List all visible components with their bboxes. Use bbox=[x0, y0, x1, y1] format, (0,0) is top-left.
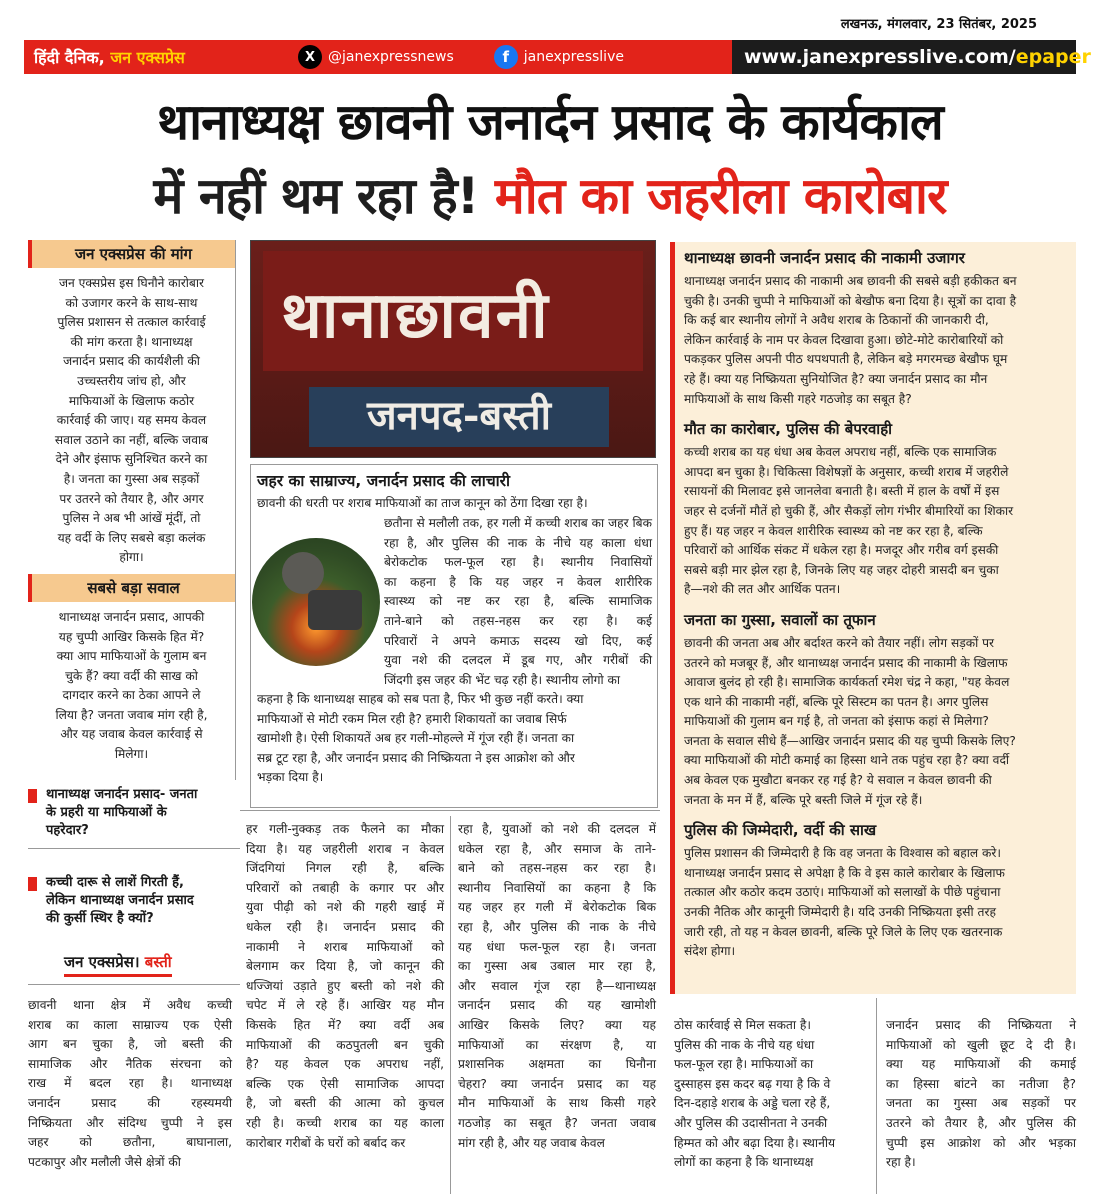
headline-line2-red: मौत का जहरीला कारोबार bbox=[494, 167, 947, 225]
text-line: खामोशी है। ऐसी शिकायतें अब हर गली-मोहल्ले में गूंज रही हैं। जनता का bbox=[257, 731, 575, 746]
text-line: की कुर्सी स्थिर है क्यों? bbox=[46, 911, 154, 926]
x-handle-label: @janexpressnews bbox=[328, 49, 454, 65]
facebook-handle-link[interactable] bbox=[494, 45, 624, 69]
text-line: यह धंधा फल-फूल रहा है। जनता bbox=[458, 939, 656, 954]
headline-line2-black: में नहीं थम रहा है! bbox=[153, 167, 479, 225]
text-line: रहे हैं। क्या यह निष्क्रियता सुनियोजित है? क्या जनार्दन प्रसाद का मौन bbox=[684, 371, 988, 386]
middle-article-heading: जहर का साम्राज्य, जनार्दन प्रसाद की लाचारी bbox=[257, 472, 511, 490]
main-headline-line2 bbox=[24, 160, 1076, 228]
right-section-body bbox=[684, 634, 1070, 810]
text-line: रहा है, युवाओं को नशे की दलदल में bbox=[458, 822, 656, 836]
text-line: आवाज बुलंद हो रही है। सामाजिक कार्यकर्ता रमेश चंद्र ने कहा, "यह केवल bbox=[684, 675, 1010, 690]
text-line: का हिस्सा बांटने का नतीजा है? bbox=[886, 1076, 1076, 1091]
text-line: दिन-दहाड़े शराब के अड्डे चला रहे हैं, bbox=[674, 1096, 831, 1111]
text-line: शराब का काला साम्राज्य एक ऐसी bbox=[28, 1017, 232, 1032]
text-line: माफियाओं के खिलाफ कठोर bbox=[68, 393, 195, 408]
text-line: पटकापुर और मलौली जैसे क्षेत्रों की bbox=[28, 1154, 181, 1169]
box-question-body bbox=[28, 608, 235, 765]
right-section-heading: जनता का गुस्सा, सवालों का तूफान bbox=[684, 610, 876, 629]
divider bbox=[240, 810, 660, 811]
text-line: छावनी की जनता अब और बर्दाश्त करने को तैयार नहीं। लोग सड़कों पर bbox=[684, 635, 995, 650]
signboard-text: थानाछावनी bbox=[281, 278, 550, 353]
text-line: पकड़कर पुलिस अपनी पीठ थपथपाती है, लेकिन बड़े मगरमच्छ बेखौफ घूम bbox=[684, 352, 1008, 367]
text-line: एक थाने की नाकामी नहीं, बल्कि पूरे सिस्टम का पतन है। अगर पुलिस bbox=[684, 694, 989, 709]
signboard-subplate bbox=[309, 387, 609, 447]
right-panel-content bbox=[684, 248, 1070, 962]
brand-location: बस्ती bbox=[144, 953, 172, 971]
text-line: बेलगाम कर दिया है, जो कानून की bbox=[246, 959, 444, 974]
text-line: आपदा बन चुका है। चिकित्सा विशेषज्ञों के अनुसार, कच्ची शराब में जहरीले bbox=[684, 464, 1009, 479]
text-line: जनार्दन प्रसाद की कार्यशैली की bbox=[63, 354, 200, 369]
text-line: राख में बदल रहा है। थानाध्यक्ष bbox=[28, 1076, 232, 1091]
middle-article-wrap bbox=[384, 514, 652, 690]
text-line: सबसे बड़ी मार झेल रहा है, जिनके लिए यह जहर दोहरी त्रासदी बन चुका bbox=[684, 562, 999, 577]
text-line: माफियाओं को खुली छूट दे दी है। bbox=[886, 1037, 1076, 1052]
text-line: जहर से दर्जनों मौतें हो चुकी हैं, और सैकड़ों लोग गंभीर बीमारियों का शिकार bbox=[684, 503, 1014, 518]
paper-sub-label: जन एक्सप्रेस bbox=[110, 48, 185, 67]
text-line: माफियाओं का संरक्षण है, या bbox=[458, 1037, 656, 1052]
text-line: लोगों का कहना है कि थानाध्यक्ष bbox=[674, 1155, 814, 1170]
text-line: माफियाओं की कठपुतली बन चुकी bbox=[246, 1037, 444, 1052]
text-line: माफियाओं की गुलाम बन गई है, तो जनता को इंसाफ कहां से मिलेगा? bbox=[684, 714, 989, 729]
text-line: देने और इंसाफ सुनिश्चित करने का bbox=[55, 452, 208, 467]
text-line: गठजोड़ का सबूत है? जनता जवाब bbox=[458, 1115, 656, 1130]
text-line: युवा नशे की दलदल में डूब गए, और गरीबों की bbox=[384, 653, 652, 668]
text-line: किसके हित में? क्या वर्दी अब bbox=[246, 1017, 444, 1032]
text-line: चुप्पी इस आक्रोश को और भड़का bbox=[886, 1135, 1076, 1150]
pull-quote-2 bbox=[28, 874, 240, 928]
text-line: परिवारों को आर्थिक संकट में धकेल रहा है। मजदूर और गरीब वर्ग इसकी bbox=[684, 543, 999, 558]
pull-quote-1 bbox=[28, 786, 240, 849]
bottom-col-4 bbox=[674, 1016, 870, 1173]
text-line: रसायनों की मिलावट इसे जानलेवा बनाती है। बस्ती में हाल के वर्षों में इस bbox=[684, 484, 1000, 499]
text-line: जनता के मन में हैं, बल्कि पूरे बस्ती जिले में गूंज रहे हैं। bbox=[684, 792, 923, 807]
text-line: दिया है। यह जहरीली शराब न केवल bbox=[246, 841, 444, 856]
text-line: छतौना से मलौली तक, हर गली में कच्ची शराब का जहर बिक bbox=[384, 516, 652, 530]
pull-quote-text bbox=[28, 874, 240, 928]
signboard-subtext: जनपद-बस्ती bbox=[366, 392, 551, 439]
text-line: पुलिस प्रशासन की जिम्मेदारी है कि वह जनता के विश्वास को बहाल करे। bbox=[684, 846, 1001, 861]
text-line: बेरोकटोक फल-फूल रहा है। स्थानीय निवासियों bbox=[384, 555, 652, 570]
text-line: अब केवल एक मुखौटा बनकर रह गई है? ये सवाल न केवल छावनी की bbox=[684, 773, 992, 788]
text-line: दुस्साहस इस कदर बढ़ गया है कि वे bbox=[674, 1076, 831, 1091]
text-line: यह चुप्पी आखिर किसके हित में? bbox=[58, 629, 205, 644]
text-line: ठोस कार्रवाई से मिल सकता है। bbox=[674, 1018, 812, 1032]
text-line: चेहरा? क्या जनार्दन प्रसाद का यह bbox=[458, 1076, 656, 1091]
text-line: धकेल रहा है, और समाज के ताने- bbox=[458, 841, 656, 856]
text-line: है, जो बस्ती की आत्मा को कुचल bbox=[246, 1096, 444, 1111]
text-line: फल-फूल रहा है। माफियाओं का bbox=[674, 1057, 814, 1072]
text-line: यह वर्दी के लिए सबसे बड़ा कलंक bbox=[57, 530, 206, 545]
text-line: पुलिस प्रशासन से तत्काल कार्रवाई bbox=[57, 315, 206, 330]
text-line: धकेल रही है। जनार्दन प्रसाद की bbox=[246, 919, 444, 934]
bottom-col-2 bbox=[246, 820, 444, 1153]
right-section-heading: मौत का कारोबार, पुलिस की बेपरवाही bbox=[684, 420, 893, 439]
text-line: जिंदगी इस जहर की भेंट चढ़ रही है। स्थानीय लोगो का bbox=[384, 672, 621, 687]
box-heading-question: सबसे बड़ा सवाल bbox=[28, 574, 235, 602]
text-line: हर गली-नुक्कड़ तक फैलने का मौका bbox=[246, 822, 444, 836]
box-heading-demand: जन एक्सप्रेस की मांग bbox=[28, 240, 235, 268]
drum-shape bbox=[308, 590, 362, 630]
text-line: चुकी है। उनकी चुप्पी ने माफियाओं को बेखौफ बना दिया है। सूत्रों का दावा है bbox=[684, 293, 1017, 308]
text-line: मिलेगा। bbox=[114, 747, 149, 762]
text-line: छावनी थाना क्षेत्र में अवैध कच्ची bbox=[28, 998, 232, 1012]
facebook-logo-icon: f bbox=[494, 45, 518, 69]
text-line: के प्रहरी या माफियाओं के bbox=[46, 805, 167, 820]
left-sidebar bbox=[28, 240, 236, 780]
red-bullet-icon bbox=[28, 877, 37, 891]
text-line: कारोबार गरीबों के घरों को बर्बाद कर bbox=[246, 1135, 406, 1150]
text-line: दागदार करने का ठेका आपने ले bbox=[62, 688, 201, 703]
bottom-col-5 bbox=[886, 1016, 1076, 1173]
text-line: पहरेदार? bbox=[46, 823, 89, 838]
text-line: चपेट में ले रहे हैं। आखिर यह मौन bbox=[246, 998, 444, 1013]
pot-shape bbox=[282, 552, 324, 594]
text-line: क्या माफियाओं की मोटी कमाई का हिस्सा थाने तक पहुंच रहा है? क्या वर्दी bbox=[684, 753, 1010, 768]
text-line: पुलिस की नाक के नीचे यह धंधा bbox=[674, 1037, 815, 1052]
right-section-body bbox=[684, 844, 1070, 962]
right-section-body bbox=[684, 272, 1070, 409]
text-line: का कहना है कि यह जहर न केवल शारीरिक bbox=[384, 574, 652, 589]
right-section-heading: थानाध्यक्ष छावनी जनार्दन प्रसाद की नाकामी उजागर bbox=[684, 249, 965, 267]
text-line: कच्ची दारू से लाशें गिरती हैं, bbox=[46, 875, 184, 890]
text-line: पुलिस ने अब भी आंखें मूंदीं, तो bbox=[62, 511, 201, 526]
text-line: उतरने को तैयार है, और पुलिस की bbox=[886, 1115, 1076, 1130]
text-line: लेकिन थानाध्यक्ष जनार्दन प्रसाद bbox=[46, 893, 194, 908]
text-line: कच्ची शराब का यह धंधा अब केवल अपराध नहीं, बल्कि एक सामाजिक bbox=[684, 445, 997, 460]
text-line: उतरने को मजबूर हैं, और थानाध्यक्ष जनार्दन प्रसाद की नाकामी के खिलाफ bbox=[684, 655, 1008, 670]
text-line: रही है। कच्ची शराब का यह काला bbox=[246, 1115, 444, 1130]
text-line: जारी रही, तो यह न केवल छावनी, बल्कि पूरे जिले के लिए एक खतरनाक bbox=[684, 924, 1003, 939]
text-line: बल्कि एक ऐसी सामाजिक आपदा bbox=[246, 1076, 444, 1091]
text-line: क्या यह माफियाओं की कमाई bbox=[886, 1057, 1076, 1072]
dateline: लखनऊ, मंगलवार, 23 सितंबर, 2025 bbox=[840, 17, 1037, 32]
column-divider bbox=[876, 998, 877, 1194]
text-line: है—नशे की लत और आर्थिक पतन। bbox=[684, 582, 841, 597]
text-line: थानाध्यक्ष जनार्दन प्रसाद- जनता bbox=[46, 787, 198, 802]
text-line: यह जहर हर गली में बेरोकटोक बिक bbox=[458, 900, 656, 915]
text-line: सवाल उठाने का नहीं, बल्कि जवाब bbox=[54, 432, 209, 447]
text-line: कि कई बार स्थानीय लोगों ने अवैध शराब के ठिकानों की जानकारी दी, bbox=[684, 313, 989, 328]
facebook-handle-label: janexpresslive bbox=[523, 49, 624, 65]
text-line: युवा पीढ़ी को नशे की गहरी खाई में bbox=[246, 900, 444, 915]
text-line: चुके हैं? क्या वर्दी की साख को bbox=[65, 668, 198, 683]
text-line: रहा है, और पुलिस की नाक के नीचे bbox=[458, 919, 656, 934]
text-line: नाकामी ने शराब माफियाओं को bbox=[246, 939, 444, 954]
paper-name-label: हिंदी दैनिक, bbox=[34, 48, 105, 67]
text-line: परिवारों को तबाही के कगार पर और bbox=[246, 880, 444, 895]
liquor-still-photo bbox=[252, 538, 380, 666]
text-line: आखिर किसके लिए? क्या यह bbox=[458, 1017, 656, 1032]
text-line: हुए हैं। यह जहर न केवल शारीरिक स्वास्थ्य को नष्ट कर रहा है, बल्कि bbox=[684, 523, 983, 538]
text-line: क्या आप माफियाओं के गुलाम बन bbox=[56, 649, 207, 664]
text-line: और यह जवाब केवल कार्रवाई से bbox=[60, 727, 203, 742]
text-line: की मांग करता है। थानाध्यक्ष bbox=[70, 334, 193, 349]
pull-quote-text bbox=[28, 786, 240, 840]
text-line: कार्रवाई की जाए। यह समय केवल bbox=[56, 413, 207, 428]
text-line: है। जनता का गुस्सा अब सड़कों bbox=[63, 471, 200, 486]
text-line: जिंदगियां निगल रही है, बल्कि bbox=[246, 861, 444, 876]
text-line: बाने को तहस-नहस कर रहा है। bbox=[458, 861, 656, 876]
text-line: रहा है, और पुलिस की नाक के नीचे यह काला धंधा bbox=[384, 535, 652, 550]
divider bbox=[28, 984, 240, 985]
text-line: ताने-बाने को तहस-नहस कर रहा है। कई bbox=[384, 613, 652, 628]
text-line: लेकिन कार्रवाई के नाम पर केवल दिखावा हुआ। छोटे-मोटे कारोबारियों को bbox=[684, 332, 1004, 347]
site-url: www.janexpresslive.com/ bbox=[744, 46, 1016, 68]
bottom-col-3 bbox=[458, 820, 656, 1153]
text-line: स्वास्थ्य को नष्ट कर रहा है, बल्कि सामाजिक bbox=[384, 594, 652, 609]
section-brand bbox=[64, 952, 172, 977]
text-line: और पुलिस की उदासीनता ने उनकी bbox=[674, 1115, 828, 1130]
box-demand-body bbox=[28, 274, 235, 568]
text-line: संदेश होगा। bbox=[684, 944, 736, 959]
text-line: उच्चस्तरीय जांच हो, और bbox=[77, 373, 186, 388]
text-line: प्रशासनिक अक्षमता का घिनौना bbox=[458, 1057, 656, 1072]
middle-article-top bbox=[257, 494, 653, 514]
text-line: हिम्मत को और बढ़ा दिया है। स्थानीय bbox=[674, 1135, 836, 1150]
column-divider bbox=[450, 816, 451, 1194]
text-line: और सवाल गूंज रहा है—थानाध्यक्ष bbox=[458, 978, 656, 993]
text-line: मौन माफियाओं के साथ किसी गहरे bbox=[458, 1096, 656, 1111]
text-line: होगा। bbox=[119, 550, 144, 565]
text-line: जनार्दन प्रसाद की रहस्यमयी bbox=[28, 1095, 232, 1110]
text-line: लिया है? जनता जवाब मांग रही है, bbox=[55, 707, 208, 722]
text-line: को उजागर करने के साथ-साथ bbox=[65, 295, 198, 310]
epaper-site-link[interactable] bbox=[732, 40, 1091, 74]
text-line: पर उतरने को तैयार है, और अगर bbox=[59, 491, 204, 506]
x-logo-icon: X bbox=[298, 45, 322, 69]
text-line: जनार्दन प्रसाद की यह खामोशी bbox=[458, 998, 656, 1013]
text-line: का गुस्सा अब उबाल मार रहा है, bbox=[458, 959, 656, 974]
text-line: थानाध्यक्ष जनार्दन प्रसाद की नाकामी अब छावनी की सबसे बड़ी हकीकत बन bbox=[684, 274, 1017, 288]
masthead-bar bbox=[24, 40, 1091, 74]
red-bullet-icon bbox=[28, 789, 37, 803]
text-line: माफियाओं के साथ किसी गहरे गठजोड़ का सबूत है? bbox=[684, 391, 912, 406]
text-line: जनता के सवाल सीधे हैं—आखिर जनार्दन प्रसाद की यह चुप्पी किसके लिए? bbox=[684, 733, 1016, 748]
text-line: उनकी नैतिक और कानूनी जिम्मेदारी है। यदि उनकी निष्क्रियता इसी तरह bbox=[684, 905, 996, 920]
text-line: स्थानीय निवासियों का कहना है कि bbox=[458, 880, 656, 895]
right-section-body bbox=[684, 443, 1070, 600]
text-line: है? यह केवल एक अपराध नहीं, bbox=[246, 1057, 444, 1072]
middle-article-bottom bbox=[257, 690, 653, 788]
text-line: कहना है कि थानाध्यक्ष साहब को सब पता है, फिर भी कुछ नहीं करते। क्या bbox=[257, 692, 584, 706]
text-line: थानाध्यक्ष जनार्दन प्रसाद, आपकी bbox=[58, 609, 205, 624]
text-line: तत्काल और कठोर कदम उठाएं। माफियाओं को सलाखों के पीछे पहुंचाना bbox=[684, 885, 1001, 900]
paper-name bbox=[24, 46, 264, 68]
main-headline-line1: थानाध्यक्ष छावनी जनार्दन प्रसाद के कार्यकाल bbox=[157, 93, 943, 151]
text-line: रहा है। bbox=[886, 1155, 916, 1170]
site-url-suffix: epaper bbox=[1015, 46, 1091, 68]
x-handle-link[interactable] bbox=[298, 45, 454, 69]
text-line: मांग रही है, और यह जवाब केवल bbox=[458, 1135, 605, 1150]
text-line: थानाध्यक्ष जनार्दन प्रसाद से अपेक्षा है कि वे इस काले कारोबार के खिलाफ bbox=[684, 865, 1005, 880]
bottom-col-1 bbox=[28, 996, 232, 1172]
text-line: भड़का दिया है। bbox=[257, 770, 324, 785]
text-line: जन एक्सप्रेस इस घिनौने कारोबार bbox=[58, 276, 205, 290]
text-line: सब्र टूट रहा है, और जनार्दन प्रसाद की निष्क्रियता ने इस आक्रोश को और bbox=[257, 750, 575, 765]
brand-label: जन एक्सप्रेस। bbox=[64, 953, 140, 971]
text-line: माफियाओं से मोटी रकम मिल रही है? हमारी शिकायतों का जवाब सिर्फ bbox=[257, 711, 567, 726]
text-line: धज्जियां उड़ाते हुए बस्ती को नशे की bbox=[246, 978, 444, 993]
text-line: जनार्दन प्रसाद की निष्क्रियता ने bbox=[886, 1018, 1076, 1032]
text-line: जहर को छतौना, बाघानाला, bbox=[28, 1135, 232, 1150]
text-line: निष्क्रियता और संदिग्ध चुप्पी ने इस bbox=[28, 1115, 232, 1130]
text-line: सामाजिक और नैतिक संरचना को bbox=[28, 1056, 232, 1071]
police-station-photo bbox=[250, 240, 656, 458]
text-line: आग बन चुका है, जो बस्ती की bbox=[28, 1037, 232, 1052]
right-section-heading: पुलिस की जिम्मेदारी, वर्दी की साख bbox=[684, 821, 877, 840]
text-line: परिवारों ने अपने कमाऊ सदस्य खो दिए, कई bbox=[384, 633, 652, 648]
text-line: जनता का गुस्सा अब सड़कों पर bbox=[886, 1096, 1076, 1111]
text-line: छावनी की धरती पर शराब माफियाओं का ताज कानून को ठेंगा दिखा रहा है। bbox=[257, 496, 588, 510]
